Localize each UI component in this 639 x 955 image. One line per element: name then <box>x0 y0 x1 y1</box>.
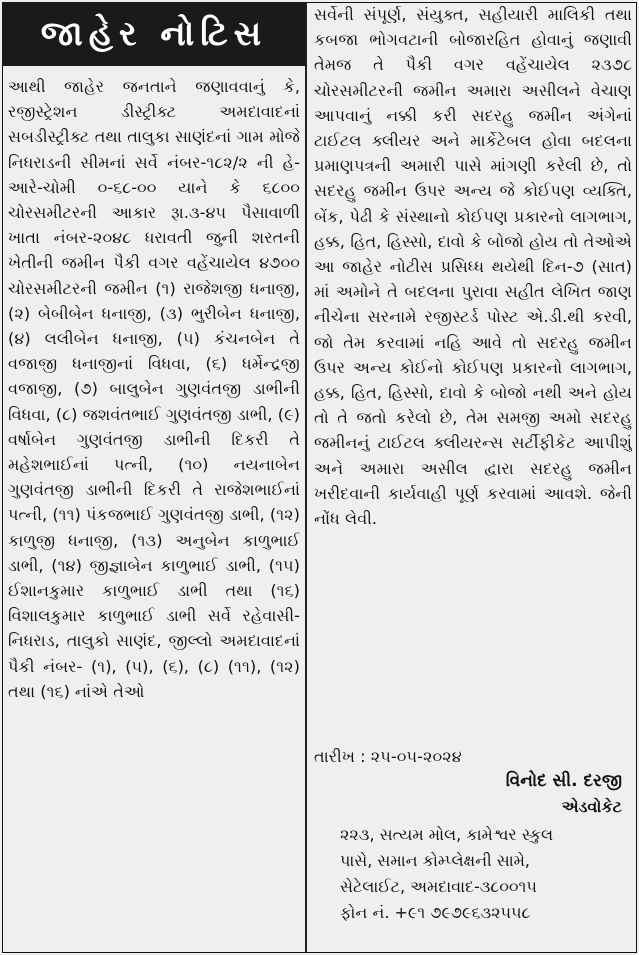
address-line: સેટેલાઈટ, અમદાવાદ-૩૮૦૦૧૫ <box>340 877 537 896</box>
advocate-address <box>340 822 630 926</box>
address-line: ૨૨૩, સત્યમ મોલ, કામેશ્વર સ્કુલ <box>340 825 554 844</box>
notice-date: તારીખ : ૨૫-૦૫-૨૦૨૪ <box>314 747 462 766</box>
notice-body-right-text: સર્વેની સંપૂર્ણ, સંયુક્ત, સહીયારી માલિકી તથા કબજા ભોગવટાની બોજારહિત હોવાનું જણાવી તેમજ તે પૈકી વગર વહેંચાયેલ ૨૩૭૮ ચોરસમીટરની જમીન અમારા અસીલને વેચાણ આપવાનું નક્કી કરી સદરહુ જમીન અંગેનાં ટાઈટલ ક્લીયર અને માર્કેટેબલ હોવા બદલના પ્રમાણપત્રની અમારી પાસે માંગણી કરેલી છે, તો સદરહુ જમીન ઉપર અન્ય જે કોઈપણ વ્યક્તિ, બેંક, પેઢી કે સંસ્થાનો કોઈપણ પ્રકારનો લાગભાગ, હક્ક, હિત, હિસ્સો, દાવો કે બોજો હોય તો તેઓએ આ જાહેર નોટીસ પ્રસિધ્ધ થયેથી દિન-૭ (સાત) માં અમોને તે બદલના પુરાવા સહીત લેખિત જાણ નીચેના સરનામે રજીસ્ટર્ડ પોસ્ટ એ.ડી.થી કરવી, જો તેમ કરવામાં નહિ આવે તો સદરહુ જમીન ઉપર અન્ય કોઈનો કોઈપણ પ્રકારનો લાગભાગ, હક્ક, હિત, હિસ્સો, દાવો કે બોજો નથી અને હોય તો તે જતો કરેલો છે, તેમ સમજી અમો સદરહુ જમીનનું ટાઈટલ ક્લીયરન્સ સર્ટીફીકેટ આપીશું અને અમારા અસીલ દ્વારા સદરહુ જમીન ખરીદવાની કાર્યવાહી પૂર્ણ કરવામાં આવશે. જેની નોંધ લેવી. <box>314 5 632 529</box>
notice-body-left-column <box>8 74 300 950</box>
address-phone-line: ફોન નં. +૯૧ ૭૯૭૯૬૩૨૫૫૮ <box>340 903 531 922</box>
notice-title: જાહેર નોટિસ <box>2 2 306 66</box>
advocate-title: એડવોકેટ <box>561 797 622 816</box>
column-divider <box>305 2 307 952</box>
notice-body-right-column <box>314 2 632 742</box>
notice-body-left-text: આથી જાહેર જનતાને જણાવવાનું કે, રજીસ્ટ્રેશન ડીસ્ટ્રીક્ટ અમદાવાદનાં સબડીસ્ટ્રીક્ટ તથા તાલુકા સાણંદનાં ગામ મોજે નિધરાડની સીમનાં સર્વે નંબર-૧૮૨/૨ ની હે-આરે-ચોમી ૦-૬૮-૦૦ યાને કે ૬૮૦૦ ચોરસમીટરની આકાર રૂા.૩-૪૫ પૈસાવાળી ખાતા નંબર-૨૦૪૮ ધરાવતી જુની શરતની ખેતીની જમીન પૈકી વગર વહેંચાયેલ ૪૭૦૦ ચોરસમીટરની જમીન (૧) રાજેશજી ધનાજી, (૨) બેબીબેન ધનાજી, (૩) ભુરીબેન ધનાજી, (૪) લલીબેન ધનાજી, (૫) કંચનબેન તે વજાજી ધનાજીનાં વિધવા, (૬) ધર્મેન્દ્રજી વજાજી, (૭) બાલુબેન ગુણવંતજી ડાભીની વિધવા, (૮) જશવંતભાઈ ગુણવંતજી ડાભી, (૯) વર્ષાબેન ગુણવંતજી ડાભીની દિકરી તે મહેશભાઈનાં પત્ની, (૧૦) નયનાબેન ગુણવંતજી ડાભીની દિકરી તે રાજેશભાઈનાં પત્ની, (૧૧) પંકજભાઈ ગુણવંતજી ડાભી, (૧૨) કાળુજી ધનાજી, (૧૩) અનુબેન કાળુભાઈ ડાભી, (૧૪) જીજ્ઞાબેન કાળુભાઈ ડાભી, (૧૫) ઈશાનકુમાર કાળુભાઈ ડાભી તથા (૧૬) વિશાલકુમાર કાળુભાઈ ડાભી સર્વે રહેવાસી-નિધરાડ, તાલુકો સાણંદ, જીલ્લો અમદાવાદનાં પૈકી નંબર- (૧), (૫), (૬), (૮) (૧૧), (૧૨) તથા (૧૬) નાંએ તેઓ <box>8 77 300 701</box>
address-line: પાસે, સમાન કોમ્પ્લેક્ષની સામે, <box>340 851 531 870</box>
advocate-name: વિનોદ સી. દરજી <box>505 771 622 791</box>
